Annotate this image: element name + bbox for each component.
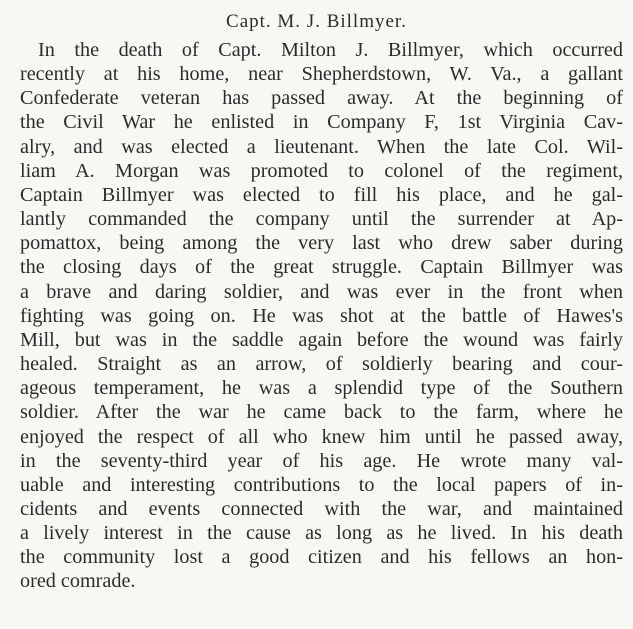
article-line: in the seventy-third year of his age. He wrote many val-: [20, 449, 623, 472]
article-body: [20, 38, 623, 594]
article-line: the community lost a good citizen and his fellows an hon-: [20, 546, 623, 569]
article-line: a lively interest in the cause as long as he lived. In his death: [20, 522, 623, 545]
article-line: enjoyed the respect of all who knew him until he passed away,: [20, 425, 623, 448]
article-line: Captain Billmyer was elected to fill his place, and he gal-: [20, 183, 623, 206]
article-line: recently at his home, near Shepherdstown, W. Va., a gallant: [20, 63, 623, 86]
article-line: In the death of Capt. Milton J. Billmyer, which occurred: [38, 39, 623, 61]
article-line: alry, and was elected a lieutenant. When the late Col. Wil-: [20, 135, 623, 158]
article-line: fighting was going on. He was shot at the battle of Hawes's: [20, 304, 623, 327]
article-line: uable and interesting contributions to the local papers of in-: [20, 473, 623, 496]
article-line: liam A. Morgan was promoted to colonel of the regiment,: [20, 159, 623, 182]
article-line: lantly commanded the company until the surrender at Ap-: [20, 208, 623, 231]
article-line: healed. Straight as an arrow, of soldierly bearing and cour-: [20, 353, 623, 376]
article-line: soldier. After the war he came back to the farm, where he: [20, 401, 623, 424]
article-line: Confederate veteran has passed away. At the beginning of: [20, 87, 623, 110]
article-line: cidents and events connected with the war, and maintained: [20, 497, 623, 520]
article-title: Capt. M. J. Billmyer.: [226, 11, 407, 32]
article-line: ored comrade.: [20, 570, 136, 593]
article-line: ageous temperament, he was a splendid type of the Southern: [20, 377, 623, 400]
article-line: the closing days of the great struggle. Captain Billmyer was: [20, 256, 623, 279]
article-line: Mill, but was in the saddle again before the wound was fairly: [20, 328, 623, 351]
article-line: the Civil War he enlisted in Company F, 1st Virginia Cav-: [20, 111, 623, 134]
article-line: a brave and daring soldier, and was ever in the front when: [20, 280, 623, 303]
article-line: pomattox, being among the very last who drew saber during: [20, 232, 623, 255]
